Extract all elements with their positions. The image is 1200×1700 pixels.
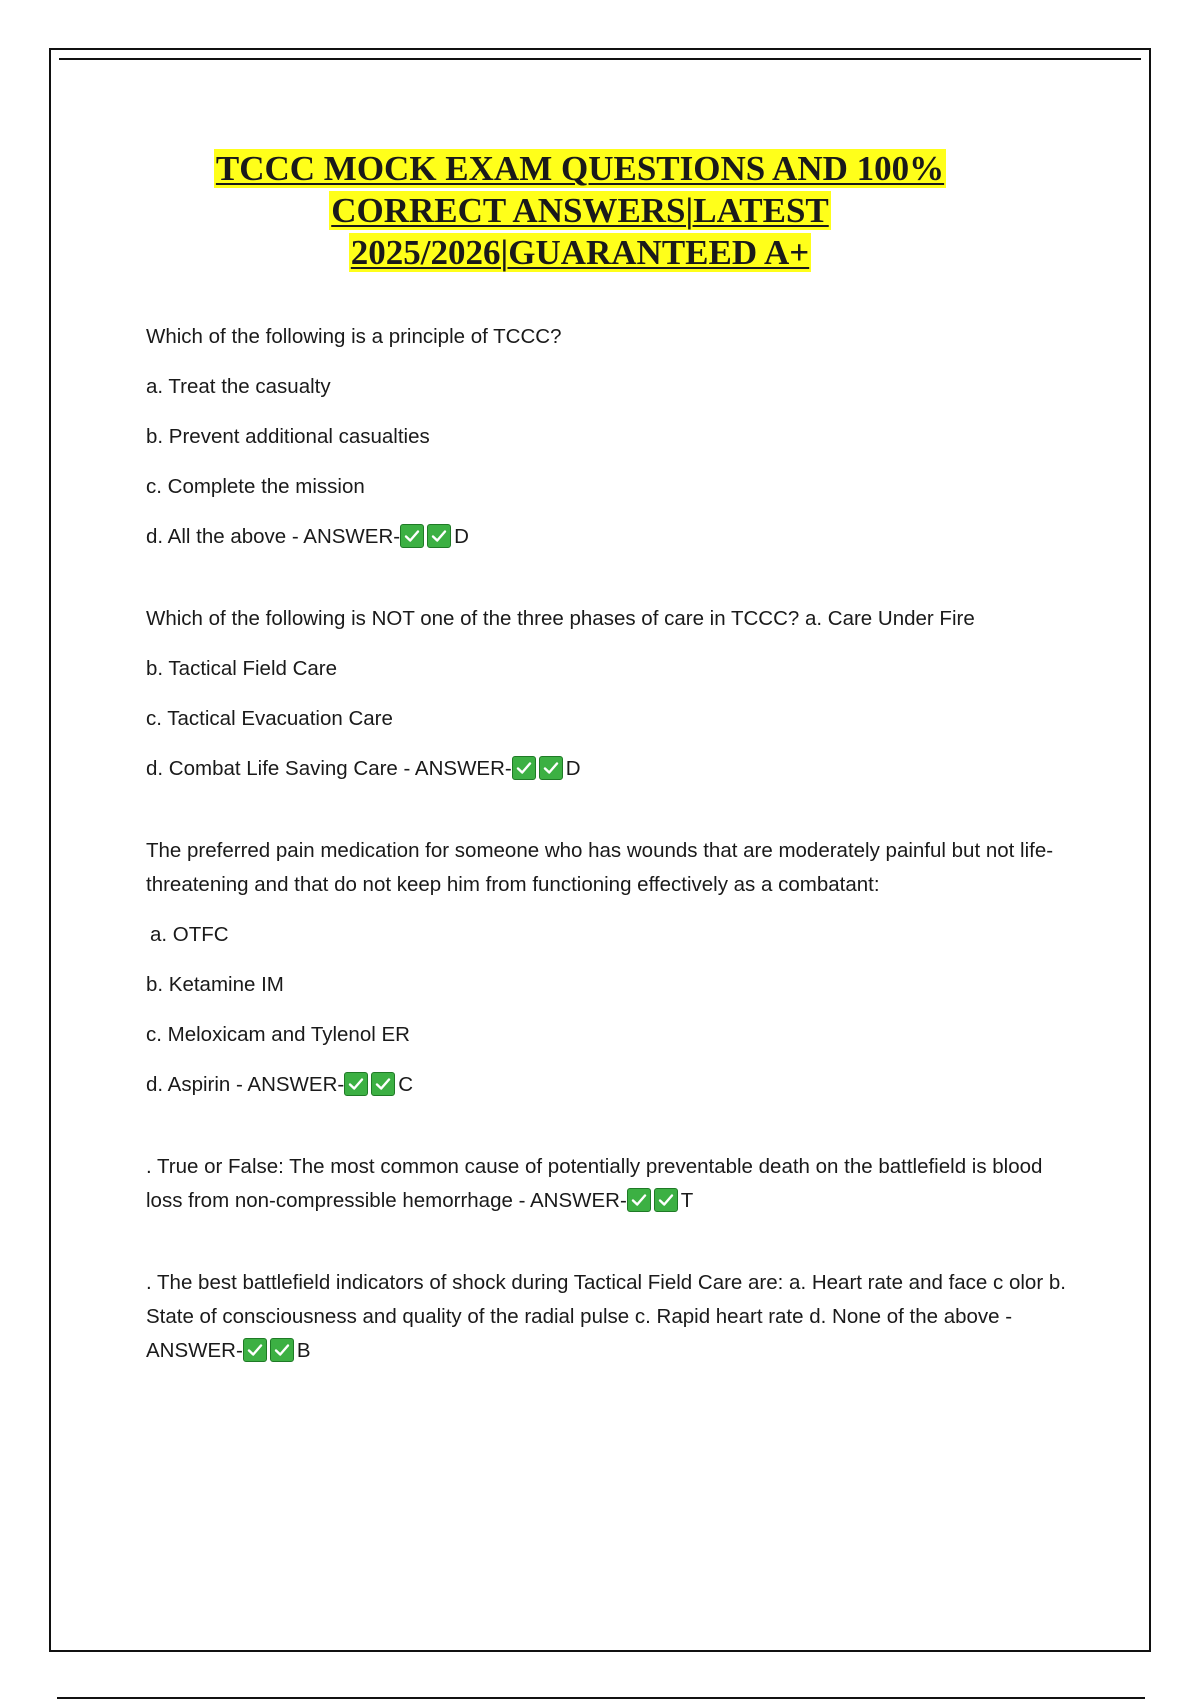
option-d-text: d. Combat Life Saving Care - ANSWER- (146, 757, 512, 780)
question-stem: Which of the following is NOT one of the three phases of care in TCCC? a. Care Under Fire (146, 607, 975, 630)
top-divider-line (59, 58, 1141, 60)
question-stem: The preferred pain medication for someone who has wounds that are moderately painful but not life-threatening and that do not keep him from functioning effectively as a combatant: (146, 839, 1054, 896)
option-d-with-answer (146, 1068, 1066, 1102)
option-b: b. Ketamine IM (146, 973, 284, 996)
question-stem: Which of the following is a principle of TCCC? (146, 325, 562, 348)
question-2 (146, 602, 1066, 786)
document-title (150, 148, 1010, 274)
option-d-text: d. All the above - ANSWER- (146, 525, 401, 548)
option-d-with-answer (146, 752, 1066, 786)
answer-letter: C (398, 1073, 414, 1096)
question-1 (146, 320, 1066, 554)
option-a: a. OTFC (150, 923, 229, 946)
option-b: b. Tactical Field Care (146, 657, 338, 680)
question-stem-text: . The best battlefield indicators of shock during Tactical Field Care are: a. Heart rate and face c olor b. State of consciousness and quality of the radial pulse c. Rapid heart rate d. None of the above - ANSWER- (146, 1271, 1066, 1362)
answer-letter: D (454, 525, 469, 548)
question-3 (146, 834, 1066, 1102)
check-mark-icon (371, 1072, 395, 1096)
check-mark-icon (400, 524, 424, 548)
answer-letter: D (565, 757, 581, 780)
option-d-text: d. Aspirin - ANSWER- (146, 1073, 345, 1096)
title-line-2: CORRECT ANSWERS|LATEST (331, 191, 829, 230)
question-stem-with-answer (146, 1150, 1066, 1218)
question-4 (146, 1150, 1066, 1218)
question-stem-text: . True or False: The most common cause of potentially preventable death on the battlefield is blood loss from non-compressible hemorrhage - ANSWER- (146, 1155, 1043, 1212)
check-mark-icon (243, 1338, 267, 1362)
option-a: a. Treat the casualty (146, 375, 331, 398)
answer-letter: T (680, 1189, 694, 1212)
option-c: c. Tactical Evacuation Care (146, 707, 393, 730)
questions-list (146, 320, 1066, 1416)
check-mark-icon (654, 1188, 678, 1212)
title-line-1: TCCC MOCK EXAM QUESTIONS AND 100% (215, 149, 945, 188)
footer-divider-line (57, 1697, 1145, 1699)
check-mark-icon (627, 1188, 651, 1212)
check-mark-icon (512, 756, 536, 780)
title-line-3: 2025/2026|GUARANTEED A+ (350, 233, 810, 272)
option-b: b. Prevent additional casualties (146, 425, 430, 448)
check-mark-icon (427, 524, 451, 548)
check-mark-icon (270, 1338, 294, 1362)
question-stem-with-answer (146, 1266, 1066, 1368)
question-5 (146, 1266, 1066, 1368)
check-mark-icon (539, 756, 563, 780)
option-c: c. Complete the mission (146, 475, 365, 498)
option-d-with-answer (146, 520, 1066, 554)
answer-letter: B (296, 1339, 311, 1362)
option-c: c. Meloxicam and Tylenol ER (146, 1023, 410, 1046)
check-mark-icon (344, 1072, 368, 1096)
